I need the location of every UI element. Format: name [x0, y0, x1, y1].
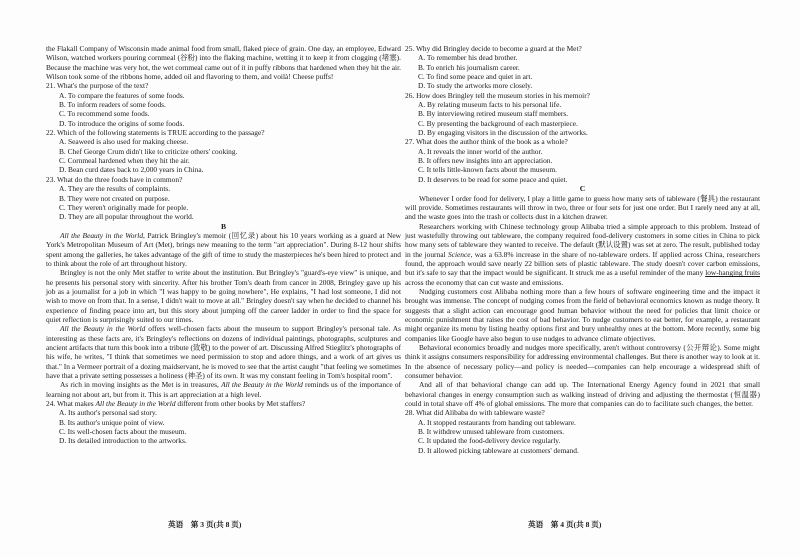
page-3-footer: 英语 第 3 页(共 8 页) — [168, 520, 242, 529]
question-26-option-c: C. By presenting the background of each masterpiece. — [418, 118, 578, 128]
paragraph-text: , was a 63.8% increase in the share of no-tableware orders. If applied across China, researchers found, the approach would save nearly 22 billion sets of plastic tableware. The study doesn't cover carbon emissions, but it's safe to say that the impact would be significant. It struck me as a useful reminder of the many — [405, 249, 760, 278]
passage-a-continuation: the Flakall Company of Wisconsin made animal food from small, flaked piece of grain. One day, an employee, Edward Wilson, watched workers pouring cornmeal (谷粉) into the flaking machine, wetting it to keep it from clogging (堵塞). Because the machine was very hot, the wet cornmeal came out of it in puffy ribbons that hardened when they hit the air. Wilson took some of the ribbons home, added oil and flavoring to them, and voilà! Cheese puffs! — [46, 44, 401, 82]
question-28-option-d: D. It allowed picking tableware at customers' demand. — [418, 445, 579, 455]
question-21-option-d: D. To introduce the origins of some foods. — [59, 118, 185, 128]
question-27-option-a: A. It reveals the inner world of the author. — [418, 146, 543, 156]
question-25-option-d: D. To study the artworks more closely. — [418, 81, 533, 91]
question-27-option-b: B. It offers new insights into art appreciation. — [418, 156, 553, 166]
question-25-option-b: B. To enrich his journalism career. — [418, 62, 520, 72]
passage-c-paragraph-4: Behavioral economics broadly and nudges more specifically, aren't without controversy (公开辩论). Some might think it assigns consumers responsibility for addressing environmental challenges. But there is another way to look at it. In the absence of necessary policy—and policy is needed—companies can help encourage a widespread shift of consumer behavior. — [405, 343, 760, 381]
question-26-option-d: D. By engaging visitors in the discussion of the artworks. — [418, 128, 588, 138]
question-23-option-b: B. They were not created on purpose. — [59, 193, 170, 203]
section-b-heading: B — [220, 221, 227, 231]
paragraph-lead: As rich in moving insights as the Met is in treasures, — [60, 380, 222, 390]
page-4-column — [405, 44, 760, 455]
question-21-option-c: C. To recommend some foods. — [59, 109, 150, 119]
paragraph-text: reminds us of the importance of learning not about art, but from it. This is art appreciation at a high level. — [46, 380, 401, 399]
question-27-stem: 27. What does the author think of the book as a whole? — [405, 137, 568, 147]
question-26-option-b: B. By interviewing retired museum staff members. — [418, 109, 569, 119]
question-25-stem: 25. Why did Bringley decide to become a guard at the Met? — [405, 44, 582, 53]
passage-c-paragraph-2 — [405, 222, 760, 287]
question-24-option-b: B. Its author's unique point of view. — [59, 417, 165, 427]
book-title: All the Beauty in the World — [95, 399, 176, 409]
question-22-stem: 22. Which of the following statements is TRUE according to the passage? — [46, 128, 265, 138]
section-c-heading: C — [579, 184, 586, 194]
question-26-option-a: A. By relating museum facts to his personal life. — [418, 100, 562, 110]
question-24-option-a: A. Its author's personal sad story. — [59, 408, 157, 418]
question-27-option-d: D. It deserves to be read for some peace and quiet. — [418, 174, 568, 184]
underlined-phrase: low-hanging fruits — [705, 268, 760, 278]
journal-name: Science — [447, 249, 471, 259]
passage-c-paragraph-5: And all of that behavioral change can add up. The International Energy Agency found in 2021 that small behavioral changes in energy consumption such as walking instead of driving and adjusting the thermostat (恒温器) could in total shave off 4% of global emissions. The more that companies can do to facilitate such changes, the better. — [405, 380, 760, 409]
question-23-option-a: A. They are the results of complaints. — [59, 184, 171, 194]
question-22-option-b: B. Chef George Crum didn't like to criticize others' cooking. — [59, 146, 238, 156]
book-title: All the Beauty in the World — [60, 324, 146, 334]
book-title: All the Beauty in the World — [221, 380, 303, 390]
question-21-option-b: B. To inform readers of some foods. — [59, 100, 166, 110]
paragraph-text: , Patrick Bringley's memoir (回忆录) about his 10 years working as a guard at New York's Metropolitan Museum of Art (Met), brings new meaning to the term "art appreciation". During 8-12 hour shifts spent among the galleries, he takes advantage of the gift of time to study the masterpieces he's been hired to protect and to think about the role of art throughout history. — [46, 230, 401, 268]
passage-c-paragraph-1: Whenever I order food for delivery, I play a little game to guess how many sets of tableware (餐具) the restaurant will provide. Sometimes restaurants will throw in two, three or four sets for just one order. But I rarely need any at all, and the waste goes into the trash or collects dust in a kitchen drawer. — [405, 193, 760, 222]
question-22-option-d: D. Bean curd dates back to 2,000 years in China. — [59, 165, 204, 175]
question-25-option-a: A. To remember his dead brother. — [418, 53, 518, 63]
question-28-stem: 28. What did Alibaba do with tableware waste? — [405, 408, 545, 418]
question-24-stem — [46, 399, 401, 408]
question-25-option-c: C. To find some peace and quiet in art. — [418, 72, 533, 82]
question-22-option-c: C. Cornmeal hardened when they hit the air. — [59, 156, 190, 166]
question-24-option-d: D. Its detailed introduction to the artworks. — [59, 436, 187, 446]
question-23-option-d: D. They are all popular throughout the world. — [59, 212, 194, 222]
passage-b-paragraph-3 — [46, 324, 401, 380]
passage-b-paragraph-2: Bringley is not the only Met staffer to write about the institution. But Bringley's "guard's-eye view" is unique, and he presents his personal story with sincerity. After his brother Tom's death from cancer in 2008, Bringley gave up his job as a journalist for a job in which "I was happy to be going nowhere", He explains, "I had lost someone, I did not wish to move on from that. In a sense, I didn't wait to move at all." Bringley doesn't say when he decided to channel his experience of finding peace into art, but this story about jumping off the career ladder in order to find the space for quiet reflection is surprisingly suited to our times. — [46, 268, 401, 324]
question-21-stem: 21. What's the purpose of the text? — [46, 81, 149, 91]
page-3-column — [46, 44, 401, 446]
question-28-option-c: C. It updated the food-delivery device regularly. — [418, 436, 561, 446]
page-4-footer: 英语 第 4 页(共 8 页) — [528, 520, 602, 529]
question-28-option-b: B. It withdrew unused tableware from customers. — [418, 427, 565, 437]
question-28-option-a: A. It stopped restaurants from handing out tableware. — [418, 417, 576, 427]
passage-b-paragraph-4 — [46, 380, 401, 399]
question-23-stem: 23. What do the three foods have in common? — [46, 174, 183, 184]
question-26-stem: 26. How does Bringley tell the museum stories in his memoir? — [405, 90, 590, 100]
question-23-option-c: C. They weren't originally made for people. — [59, 202, 189, 212]
passage-b-paragraph-1 — [46, 231, 401, 268]
question-21-option-a: A. To compare the features of some foods. — [59, 90, 185, 100]
stem-part: 24. What makes — [46, 399, 96, 409]
question-24-option-c: C. Its well-chosen facts about the museum. — [59, 427, 187, 437]
paragraph-text: across the economy that can cut waste and emissions. — [405, 277, 564, 287]
book-title: All the Beauty in the World — [60, 230, 144, 240]
paragraph-text: Researchers working with Chinese technology group Alibaba tried a simple approach to this problem. Instead of just wastefully throwing out tableware, the company required food-delivery customers in some cities in China to pick how many sets of tableware they wanted to receive. The default (默认设置) was set at zero. The result, published today in the journal — [405, 221, 760, 259]
passage-c-paragraph-3: Nudging customers cost Alibaba nothing more than a few hours of software engineering time and the impact it brought was immense. The concept of nudging comes from the field of behavioral economics known as nudge theory. It suggests that a slight action can encourage good human behavior without the need for policies that limit choice or economic punishment that raises the cost of bad behavior. To nudge customers to eat better, for example, a restaurant might organize its menu by listing heathy options first and bury unhealthy ones at the bottom. More recently, some big companies like Google have also begun to use nudges to advance climate objectives. — [405, 286, 760, 343]
question-22-option-a: A. Seaweed is also used for making cheese. — [59, 137, 189, 147]
stem-part: different from other books by Met staffers? — [175, 399, 306, 409]
question-27-option-c: C. It tells little-known facts about the museum. — [418, 165, 557, 175]
paragraph-text: offers well-chosen facts about the museum to support Bringley's personal tale. As interesting as these facts are, it's Bringley's reflections on dozens of individual paintings, photographs, sculptures and ancient artifacts that turn this book into a tribute (致敬) to the power of art. Discussing Alfred Stieglitz's photographs of his wife, he writes, "I think that sometimes we need permission to stop and adore things, and a work of art gives us that." In a Vermeer portrait of a dozing maidservant, he is moved to see that the artist caught "that feeling we sometimes have that a private setting possesses a holiness (神圣) of its own. It was my constant feeling in Tom's hospital room". — [46, 324, 402, 381]
